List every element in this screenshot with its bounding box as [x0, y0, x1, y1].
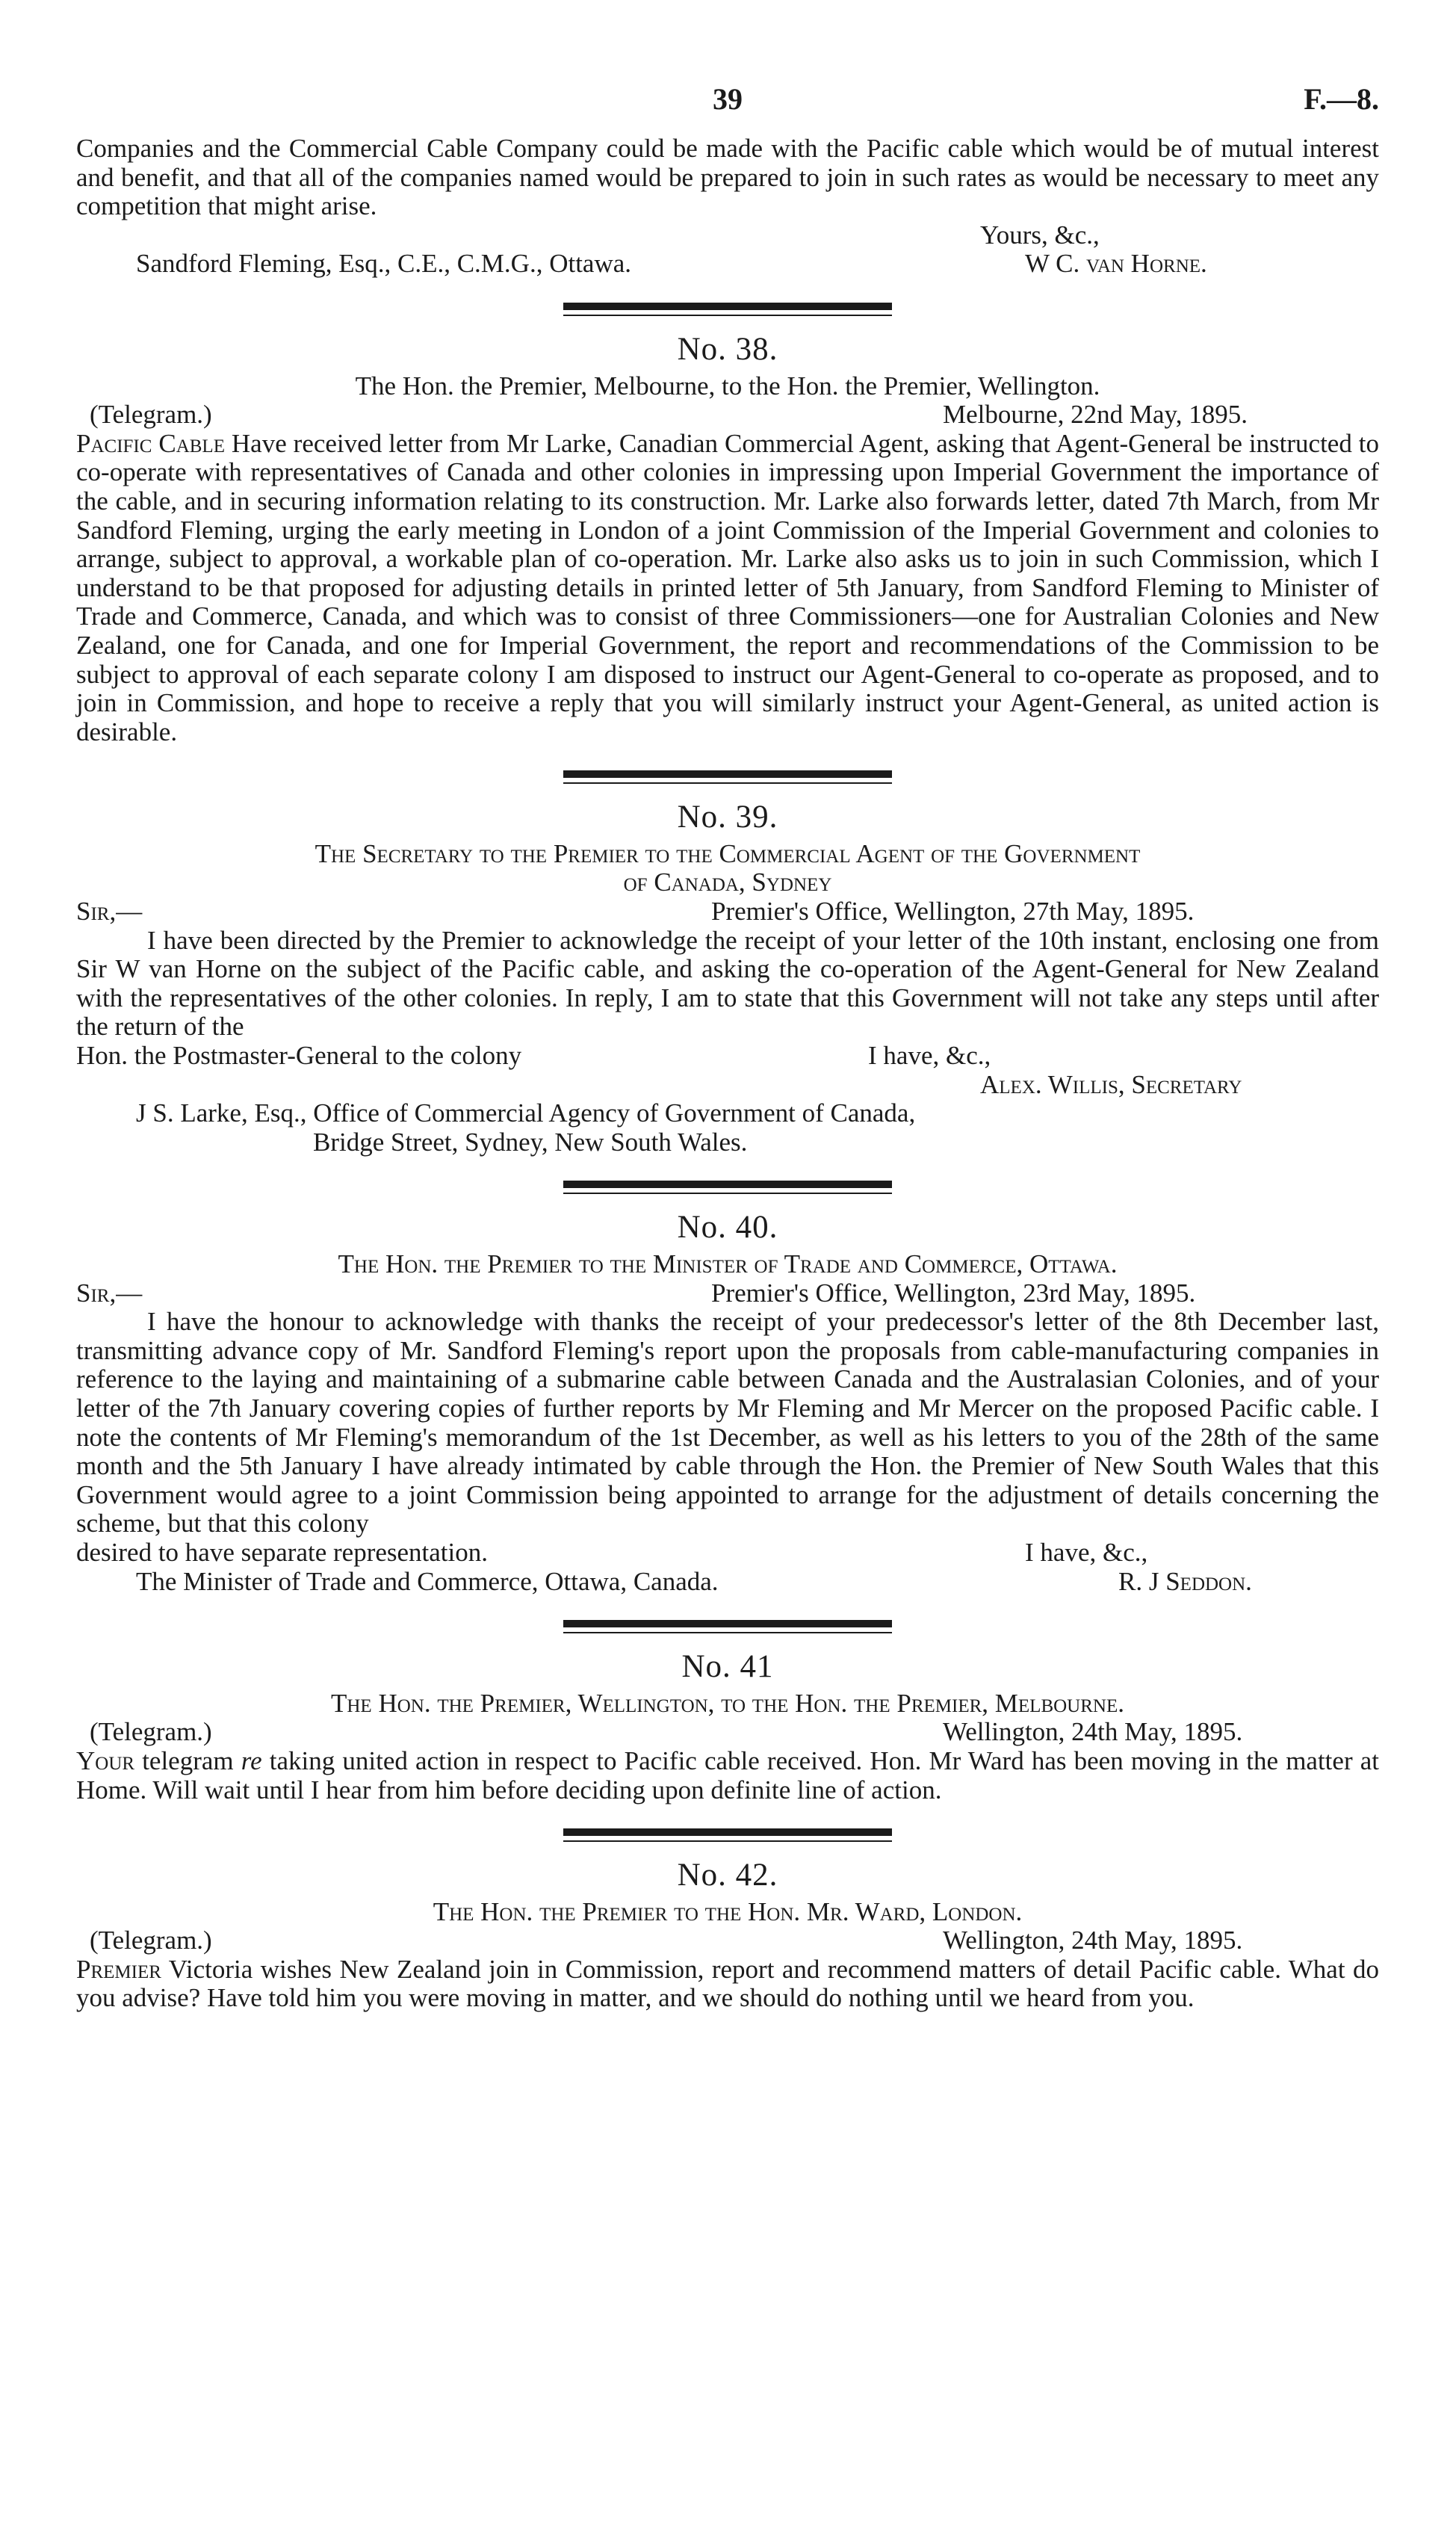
doc-39-number: No. 39. [677, 800, 778, 835]
doc-40-salutation-line [76, 1279, 1379, 1308]
doc-38-number: No. 38. [677, 331, 778, 367]
doc-42-place-date: Wellington, 24th May, 1895. [943, 1926, 1243, 1955]
doc-41-body-pre: telegram [134, 1745, 241, 1775]
doc-41-lead: Your [76, 1745, 135, 1775]
doc-41-type: (Telegram.) [90, 1717, 212, 1747]
doc-38-body-text: Have received letter from Mr Larke, Canadian Commercial Agent, asking that Agent-General be instructed to co-operate with representatives of Canada and other colonies in impressing upon Imperial Government the importance of the cable, and in securing information relating to its construction. Mr. Larke also forwards letter, dated 7th March, from Mr Sandford Fleming, urging the early meeting in London of a joint Commission of the Imperial Government and colonies to arrange, subject to approval, a workable plan of co-operation. Mr. Larke also asks us to join in such Commission, which I understand to be that proposed for adjusting details in printed letter of 5th January, from Sandford Fleming to Minister of Trade and Commerce, Canada, and which was to consist of three Commissioners—one for Australian Colonies and New Zealand, one for Canada, and one for Imperial Government, the report and recommendations of the Commission to be subject to approval of each separate colony I am disposed to instruct our Agent-General to co-operate as proposed, and to join in Commission, and hope to receive a reply that you will similarly instruct your Agent-General, as united action is desirable. [76, 428, 1379, 746]
section-divider [563, 1828, 892, 1836]
doc-38-lead: Pacific Cable [76, 428, 225, 458]
doc-41-meta-line [76, 1718, 1379, 1747]
doc-40-body: I have the honour to acknowledge with thanks the receipt of your predecessor's letter of the 8th December last, transmitting advance copy of Mr. Sandford Fleming's report upon the proposals from cable-manufacturing companies in reference to the laying and maintaining of a submarine cable between Canada and the Australasian Colonies, and of your letter of the 7th January covering copies of further reports by Mr Fleming and Mr Mercer on the proposed Pacific cable. I note the contents of Mr Fleming's memorandum of the 1st December, as well as his letters to you of the 28th of the same month and the 5th January I have already intimated by cable through the Hon. the Premier of New South Wales that this Government would agree to a joint Commission being appointed to arrange for the adjustment of details concerning the scheme, but that this colony [76, 1307, 1379, 1539]
doc-38-body [76, 430, 1379, 747]
doc-41-re: re [241, 1745, 262, 1775]
doc-39-closing: I have, &c., [868, 1041, 991, 1071]
section-divider [563, 770, 892, 778]
page-number: 39 [713, 82, 743, 116]
page-header [76, 82, 1379, 134]
doc-39-addressee-1: J S. Larke, Esq., Office of Commercial Agency of Government of Canada, [136, 1098, 916, 1128]
doc-42-type: (Telegram.) [90, 1926, 212, 1955]
doc-40-place-date: Premier's Office, Wellington, 23rd May, 1895. [711, 1278, 1196, 1308]
doc-41-number: No. 41 [681, 1649, 774, 1685]
doc-42-lead: Premier [76, 1954, 161, 1984]
doc-39-salutation: Sir,— [76, 897, 143, 927]
doc-39-body: I have been directed by the Premier to acknowledge the receipt of your letter of the 10th instant, enclosing one from Sir W van Horne on the subject of the Pacific cable, and asking the co-operation of the Agent-General for New Zealand with the representatives of the other colonies. In reply, I am to state that this Government will not take any steps until after the return of the [76, 925, 1379, 1042]
doc-41-place-date: Wellington, 24th May, 1895. [943, 1717, 1243, 1747]
doc-40-closing: I have, &c., [1025, 1537, 1148, 1567]
doc-39-heading-line2: of Canada, Sydney [623, 868, 832, 897]
doc-40-addressee: The Minister of Trade and Commerce, Ottawa, Canada. [136, 1566, 719, 1596]
doc-40-last-line-text: desired to have separate representation. [76, 1537, 488, 1567]
doc-41-body-text: taking united action in respect to Pacific cable received. Hon. Mr Ward has been moving in the matter at Home. Will wait until I hear from him before deciding upon definite line of action. [76, 1745, 1379, 1805]
intro-closing: Yours, &c., [980, 220, 1100, 250]
doc-38-meta-line [76, 401, 1379, 430]
intro-signoff-line [76, 250, 1379, 279]
doc-38-heading: The Hon. the Premier, Melbourne, to the Hon. the Premier, Wellington. [355, 371, 1100, 401]
section-divider [563, 1181, 892, 1188]
doc-40-heading: The Hon. the Premier to the Minister of Trade and Commerce, Ottawa. [338, 1249, 1118, 1278]
doc-42-number: No. 42. [677, 1858, 778, 1893]
doc-39-salutation-line [76, 897, 1379, 927]
document-page [76, 82, 1379, 2013]
doc-40-last-line [76, 1539, 1379, 1568]
doc-39-heading-line1: The Secretary to the Premier to the Commercial Agent of the Government [315, 838, 1141, 868]
doc-39-signature: Alex. Willis, Secretary [980, 1069, 1242, 1099]
intro-paragraph: Companies and the Commercial Cable Company could be made with the Pacific cable which would be of mutual interest and benefit, and that all of the companies named would be prepared to join in such rates as would be necessary to meet any competition that might arise. [76, 134, 1379, 221]
doc-39-last-line [76, 1042, 1379, 1071]
doc-40-number: No. 40. [677, 1210, 778, 1246]
doc-41-heading: The Hon. the Premier, Wellington, to the Hon. the Premier, Melbourne. [331, 1688, 1124, 1718]
doc-39-last-line-text: Hon. the Postmaster-General to the colony [76, 1041, 522, 1071]
doc-38-type: (Telegram.) [90, 400, 212, 430]
doc-39-addressee-line1 [76, 1099, 1379, 1128]
doc-42-body-text: Victoria wishes New Zealand join in Commission, report and recommend matters of detail Pacific cable. What do you advise? Have told him you were moving in matter, and we should do nothing until we heard from you. [76, 1954, 1379, 2013]
doc-39-addressee-line2 [76, 1128, 1379, 1157]
intro-signature: W C. van Horne. [1025, 249, 1207, 279]
doc-40-signoff-line [76, 1568, 1379, 1597]
doc-42-body [76, 1955, 1379, 2013]
doc-38-place-date: Melbourne, 22nd May, 1895. [943, 400, 1248, 430]
doc-40-salutation: Sir,— [76, 1278, 143, 1308]
section-divider [563, 1620, 892, 1627]
intro-addressee: Sandford Fleming, Esq., C.E., C.M.G., Ottawa. [136, 249, 632, 279]
section-divider [563, 303, 892, 310]
doc-40-signature: R. J Seddon. [1118, 1566, 1252, 1596]
intro-closing-line [76, 221, 1379, 250]
doc-41-body [76, 1747, 1379, 1805]
doc-42-meta-line [76, 1926, 1379, 1955]
series-code: F.—8. [1304, 82, 1379, 116]
doc-39-addressee-2: Bridge Street, Sydney, New South Wales. [313, 1127, 748, 1157]
doc-39-signature-line [76, 1071, 1379, 1100]
doc-42-heading: The Hon. the Premier to the Hon. Mr. Ward, London. [433, 1896, 1023, 1926]
doc-39-place-date: Premier's Office, Wellington, 27th May, 1895. [711, 897, 1195, 927]
